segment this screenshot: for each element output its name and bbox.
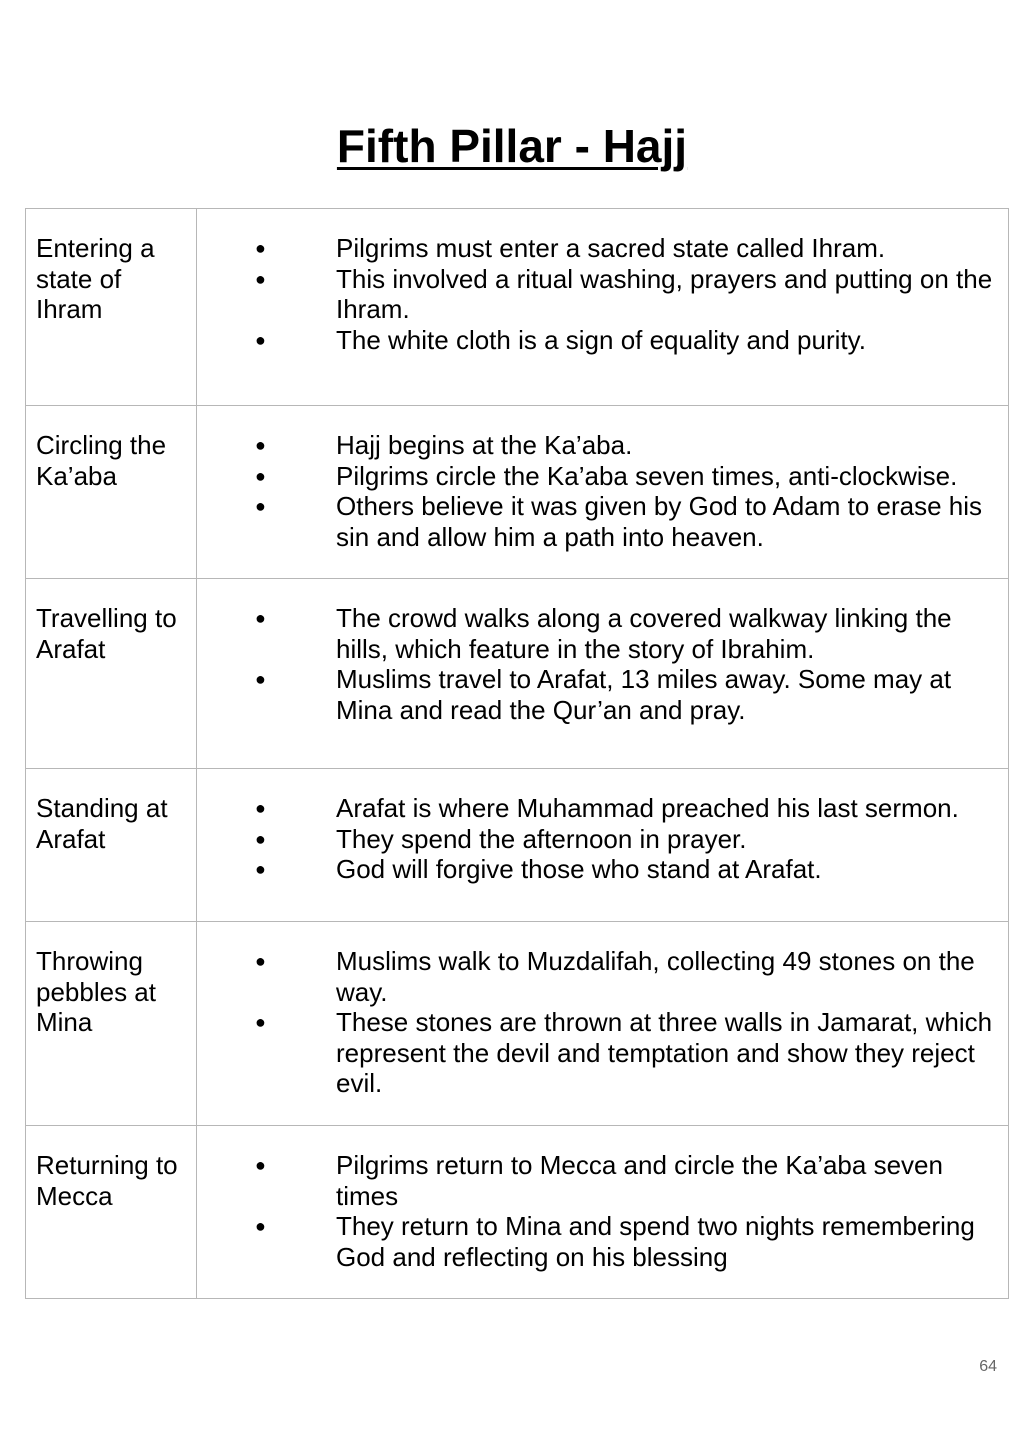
table-row-returning — [26, 1126, 1009, 1299]
bullet-icon: ● — [255, 268, 266, 289]
page-number: 64 — [979, 1358, 997, 1375]
stage-label: Travelling to Arafat — [36, 603, 177, 664]
bullet-text: They return to Mina and spend two nights remembering God and reflecting on his blessing — [336, 1211, 975, 1272]
bullet-text: These stones are thrown at three walls in Jamarat, which represent the devil and temptation and show they reject evil. — [336, 1007, 993, 1098]
bullet-icon: ● — [255, 859, 266, 879]
bullet-icon: ● — [255, 329, 266, 350]
table-row-throwing — [26, 922, 1009, 1126]
bullet-text: The white cloth is a sign of equality and purity. — [336, 324, 866, 355]
bullet-text: Muslims walk to Muzdalifah, collecting 49 stones on the way. — [336, 946, 975, 1007]
list-item — [197, 430, 994, 461]
list-item — [197, 233, 994, 264]
table-row-ihram — [26, 209, 1009, 406]
list-item — [197, 461, 994, 492]
bullet-text: Pilgrims circle the Ka’aba seven times, anti-clockwise. — [336, 460, 958, 491]
stage-label-cell — [26, 922, 197, 1126]
stage-details-cell — [197, 922, 1009, 1126]
bullet-list — [197, 209, 1008, 355]
stage-details-cell — [197, 579, 1009, 769]
stage-label: Standing at Arafat — [36, 793, 168, 854]
stage-details-cell — [197, 406, 1009, 579]
list-item — [197, 491, 994, 552]
bullet-text: This involved a ritual washing, prayers and putting on the Ihram. — [336, 263, 993, 324]
table-row-circling — [26, 406, 1009, 579]
stage-label: Throwing pebbles at Mina — [36, 946, 156, 1037]
table-row-travelling — [26, 579, 1009, 769]
bullet-icon: ● — [255, 1216, 266, 1236]
bullet-text: God will forgive those who stand at Arafat. — [336, 854, 822, 884]
hajj-stages-table — [25, 208, 1009, 1299]
list-item — [197, 1211, 994, 1272]
list-item — [197, 264, 994, 325]
list-item — [197, 664, 994, 725]
bullet-list — [197, 1126, 1008, 1272]
bullet-text: Hajj begins at the Ka’aba. — [336, 430, 633, 460]
bullet-list — [197, 922, 1008, 1099]
stage-label-cell — [26, 209, 197, 406]
bullet-text: The crowd walks along a covered walkway linking the hills, which feature in the story of Ibrahim. — [336, 603, 952, 664]
list-item — [197, 1007, 994, 1099]
stage-details-cell — [197, 209, 1009, 406]
bullet-text: Arafat is where Muhammad preached his last sermon. — [336, 793, 959, 823]
stage-label-cell — [26, 769, 197, 922]
bullet-icon: ● — [255, 1012, 266, 1032]
stage-label: Returning to Mecca — [36, 1150, 178, 1211]
bullet-icon: ● — [255, 435, 266, 455]
bullet-text: Pilgrims return to Mecca and circle the Ka’aba seven times — [336, 1150, 943, 1211]
bullet-text: Muslims travel to Arafat, 13 miles away. Some may at Mina and read the Qur’an and pray. — [336, 664, 952, 725]
bullet-list — [197, 579, 1008, 725]
list-item — [197, 946, 994, 1007]
bullet-icon: ● — [255, 828, 266, 849]
bullet-icon: ● — [255, 496, 266, 516]
bullet-icon: ● — [255, 238, 266, 258]
stage-label-cell — [26, 579, 197, 769]
bullet-icon: ● — [255, 669, 266, 689]
stage-label: Entering a state of Ihram — [36, 233, 155, 324]
list-item — [197, 824, 994, 855]
stage-details-cell — [197, 769, 1009, 922]
stage-label: Circling the Ka’aba — [36, 430, 167, 491]
bullet-icon: ● — [255, 798, 266, 818]
list-item — [197, 793, 994, 824]
bullet-icon: ● — [255, 951, 266, 971]
list-item — [197, 1150, 994, 1211]
bullet-list — [197, 406, 1008, 552]
bullet-text: They spend the afternoon in prayer. — [336, 823, 747, 854]
page-title: Fifth Pillar - Hajj — [336, 120, 688, 172]
list-item — [197, 325, 994, 356]
stage-label-cell — [26, 406, 197, 579]
bullet-list — [197, 769, 1008, 885]
bullet-icon: ● — [255, 1155, 266, 1175]
bullet-icon: ● — [255, 465, 266, 486]
bullet-icon: ● — [255, 608, 266, 628]
bullet-text: Pilgrims must enter a sacred state called Ihram. — [336, 233, 886, 263]
stage-label-cell — [26, 1126, 197, 1299]
stage-details-cell — [197, 1126, 1009, 1299]
table-row-standing — [26, 769, 1009, 922]
bullet-text: Others believe it was given by God to Adam to erase his sin and allow him a path into heaven. — [336, 491, 983, 552]
list-item — [197, 854, 994, 885]
list-item — [197, 603, 994, 664]
